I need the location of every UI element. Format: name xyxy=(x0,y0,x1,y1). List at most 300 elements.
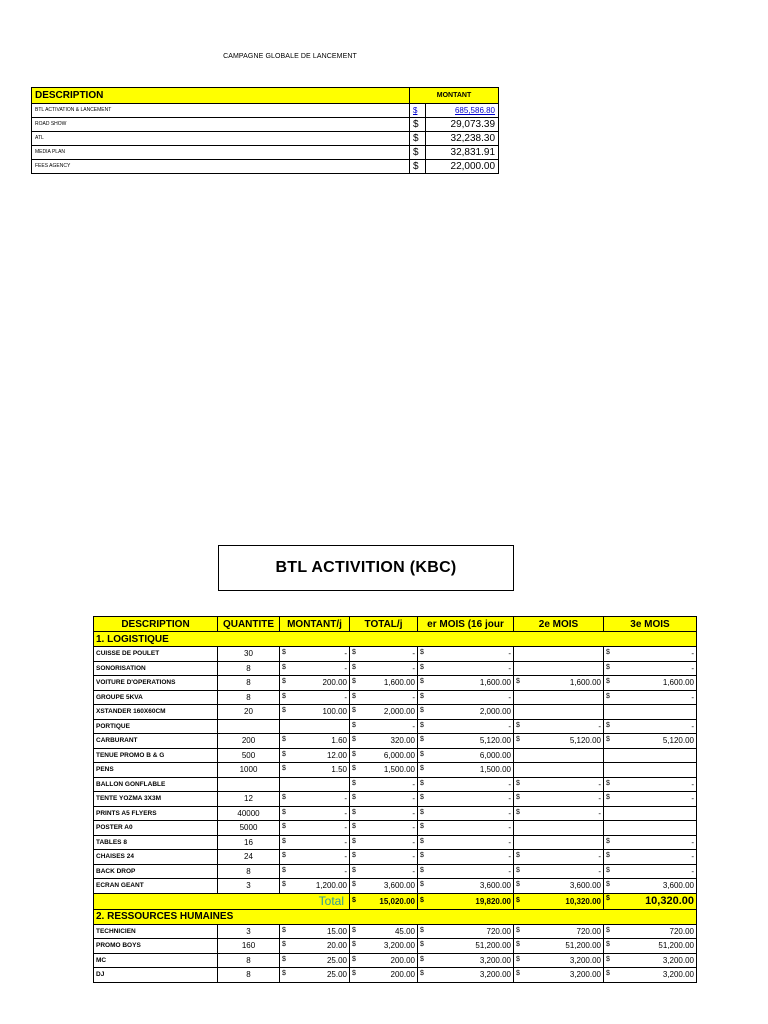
item-month-1-wrap xyxy=(420,736,511,745)
item-total-day-wrap xyxy=(352,649,415,658)
item-quantity: 8 xyxy=(218,953,280,968)
summary-row xyxy=(32,118,499,132)
item-total-day-value: 1,500.00 xyxy=(383,765,415,775)
item-total-day xyxy=(350,924,418,939)
item-month-1-value: 2,000.00 xyxy=(479,707,511,717)
col-header-montant: MONTANT/j xyxy=(280,617,350,632)
item-total-day-value: 3,200.00 xyxy=(383,941,415,951)
item-label: CHAISES 24 xyxy=(94,850,218,865)
item-label: TENTE YOZMA 3X3M xyxy=(94,792,218,807)
item-label: MC xyxy=(94,953,218,968)
item-total-day-wrap xyxy=(352,941,415,950)
item-label: PROMO BOYS xyxy=(94,939,218,954)
item-unit-price-value: 15.00 xyxy=(326,926,347,936)
item-month-1-value: 3,600.00 xyxy=(479,881,511,891)
item-total-day-value: 1,600.00 xyxy=(383,678,415,688)
currency-symbol: $ xyxy=(420,970,424,978)
item-month-1-wrap xyxy=(420,751,511,760)
currency-symbol: $ xyxy=(282,765,286,773)
item-month-1-value: 5,120.00 xyxy=(479,736,511,746)
item-quantity: 20 xyxy=(218,705,280,720)
summary-row-amount: 29,073.39 xyxy=(426,118,499,132)
table-row xyxy=(94,676,697,691)
currency-symbol: $ xyxy=(606,941,610,949)
item-month-2 xyxy=(514,806,604,821)
item-month-1 xyxy=(418,953,514,968)
summary-row-amount[interactable]: 685,586.80 xyxy=(426,104,499,118)
table-row xyxy=(94,835,697,850)
table-row xyxy=(94,748,697,763)
item-unit-price xyxy=(280,850,350,865)
item-month-1-value: - xyxy=(508,823,511,833)
item-month-1-value: 3,200.00 xyxy=(479,970,511,980)
item-month-3-wrap xyxy=(606,678,694,687)
currency-symbol: $ xyxy=(352,866,356,874)
item-total-day-wrap xyxy=(352,881,415,890)
currency-symbol: $ xyxy=(352,678,356,686)
item-month-2 xyxy=(514,939,604,954)
currency-symbol: $ xyxy=(420,721,424,729)
currency-symbol: $ xyxy=(282,663,286,671)
btl-title: BTL ACTIVITION (KBC) xyxy=(275,559,457,576)
item-total-day-value: - xyxy=(412,779,415,789)
item-unit-price xyxy=(280,763,350,778)
col-header-quantite: QUANTITE xyxy=(218,617,280,632)
currency-symbol: $ xyxy=(420,692,424,700)
item-unit-price-wrap xyxy=(282,649,347,658)
table-row xyxy=(94,879,697,894)
currency-symbol: $ xyxy=(516,941,520,949)
item-month-1 xyxy=(418,792,514,807)
item-total-day-value: - xyxy=(412,808,415,818)
item-month-3 xyxy=(604,939,697,954)
currency-symbol: $ xyxy=(420,663,424,671)
item-month-1 xyxy=(418,690,514,705)
item-month-2 xyxy=(514,924,604,939)
summary-row-label: BTL ACTIVATION & LANCEMENT xyxy=(32,104,410,118)
item-month-2 xyxy=(514,968,604,983)
item-month-1-wrap xyxy=(420,881,511,890)
item-quantity: 16 xyxy=(218,835,280,850)
item-month-2 xyxy=(514,734,604,749)
currency-symbol: $ xyxy=(516,678,520,686)
currency-symbol: $ xyxy=(420,765,424,773)
item-total-day-wrap xyxy=(352,736,415,745)
detail-body xyxy=(94,632,697,983)
item-unit-price-value: - xyxy=(344,663,347,673)
item-total-day xyxy=(350,705,418,720)
item-month-1-value: 51,200.00 xyxy=(475,941,511,951)
currency-symbol: $ xyxy=(420,707,424,715)
item-month-3 xyxy=(604,924,697,939)
currency-symbol: $ xyxy=(282,707,286,715)
item-total-day xyxy=(350,734,418,749)
currency-symbol: $ xyxy=(420,852,424,860)
item-month-1-wrap xyxy=(420,838,511,847)
item-unit-price-wrap xyxy=(282,765,347,774)
currency-symbol: $ xyxy=(606,926,610,934)
currency-symbol: $ xyxy=(352,750,356,758)
section-total-month-3-value: 10,320.00 xyxy=(645,895,694,907)
item-unit-price-value: - xyxy=(344,794,347,804)
item-unit-price xyxy=(280,835,350,850)
section-total-month-1-wrap xyxy=(420,897,511,906)
currency-symbol: $ xyxy=(352,765,356,773)
item-month-2-wrap xyxy=(516,722,601,731)
currency-symbol: $ xyxy=(410,104,426,118)
item-label: CUISSE DE POULET xyxy=(94,647,218,662)
col-header-mois-2: 2e MOIS xyxy=(514,617,604,632)
item-month-3-value: - xyxy=(691,794,694,804)
item-month-1-wrap xyxy=(420,867,511,876)
currency-symbol: $ xyxy=(606,955,610,963)
item-month-1 xyxy=(418,777,514,792)
section-total-month-1 xyxy=(418,893,514,909)
item-quantity xyxy=(218,719,280,734)
item-quantity xyxy=(218,777,280,792)
currency-symbol: $ xyxy=(420,823,424,831)
item-month-1 xyxy=(418,748,514,763)
item-month-3-value: - xyxy=(691,663,694,673)
item-month-2-value: - xyxy=(598,808,601,818)
item-unit-price-wrap xyxy=(282,693,347,702)
item-month-1 xyxy=(418,821,514,836)
item-month-3 xyxy=(604,835,697,850)
currency-symbol: $ xyxy=(352,896,356,904)
item-total-day xyxy=(350,806,418,821)
item-month-1-wrap xyxy=(420,765,511,774)
item-month-1-value: - xyxy=(508,692,511,702)
currency-symbol: $ xyxy=(282,852,286,860)
item-unit-price xyxy=(280,647,350,662)
currency-symbol: $ xyxy=(282,794,286,802)
item-month-3-value: 51,200.00 xyxy=(658,941,694,951)
item-label: ECRAN GEANT xyxy=(94,879,218,894)
section-title: 1. LOGISTIQUE xyxy=(94,632,697,647)
currency-symbol: $ xyxy=(420,794,424,802)
currency-symbol: $ xyxy=(352,941,356,949)
item-month-3-value: - xyxy=(691,721,694,731)
item-unit-price xyxy=(280,734,350,749)
item-unit-price-wrap xyxy=(282,823,347,832)
item-total-day-wrap xyxy=(352,867,415,876)
item-unit-price-value: 200.00 xyxy=(322,678,347,688)
item-month-3 xyxy=(604,953,697,968)
currency-symbol: $ xyxy=(606,692,610,700)
summary-row-label: ROAD SHOW xyxy=(32,118,410,132)
item-month-2-value: 3,200.00 xyxy=(569,970,601,980)
item-month-3-wrap xyxy=(606,941,694,950)
item-unit-price-wrap xyxy=(282,707,347,716)
item-total-day-wrap xyxy=(352,927,415,936)
item-month-2 xyxy=(514,647,604,662)
summary-row-label: ATL xyxy=(32,132,410,146)
item-unit-price-wrap xyxy=(282,881,347,890)
item-unit-price-value: 100.00 xyxy=(322,707,347,717)
item-month-1-wrap xyxy=(420,956,511,965)
currency-symbol: $ xyxy=(282,866,286,874)
item-total-day-value: - xyxy=(412,663,415,673)
btl-detail-table xyxy=(93,616,697,983)
item-total-day-wrap xyxy=(352,765,415,774)
item-month-3 xyxy=(604,968,697,983)
item-month-2-wrap xyxy=(516,809,601,818)
table-row xyxy=(94,792,697,807)
summary-row xyxy=(32,146,499,160)
currency-symbol: $ xyxy=(352,649,356,657)
currency-symbol: $ xyxy=(420,779,424,787)
item-unit-price xyxy=(280,792,350,807)
summary-row xyxy=(32,132,499,146)
item-month-1-value: - xyxy=(508,779,511,789)
section-total-month-1-value: 19,820.00 xyxy=(475,896,511,906)
currency-symbol: $ xyxy=(410,160,426,174)
item-total-day-value: 2,000.00 xyxy=(383,707,415,717)
item-month-3-value: 1,600.00 xyxy=(662,678,694,688)
item-total-day-wrap xyxy=(352,852,415,861)
item-total-day-wrap xyxy=(352,956,415,965)
item-total-day-wrap xyxy=(352,664,415,673)
currency-symbol: $ xyxy=(282,736,286,744)
currency-symbol: $ xyxy=(516,736,520,744)
item-unit-price-value: 12.00 xyxy=(326,750,347,760)
item-month-2-value: - xyxy=(598,721,601,731)
item-label: TABLES 8 xyxy=(94,835,218,850)
currency-symbol: $ xyxy=(516,955,520,963)
item-unit-price-wrap xyxy=(282,852,347,861)
item-label: CARBURANT xyxy=(94,734,218,749)
item-month-1 xyxy=(418,661,514,676)
item-month-3 xyxy=(604,705,697,720)
item-unit-price-wrap xyxy=(282,956,347,965)
currency-symbol: $ xyxy=(606,895,610,902)
item-month-2 xyxy=(514,864,604,879)
item-unit-price-wrap xyxy=(282,678,347,687)
summary-row-amount: 22,000.00 xyxy=(426,160,499,174)
currency-symbol: $ xyxy=(420,941,424,949)
table-row xyxy=(94,777,697,792)
item-month-3 xyxy=(604,850,697,865)
table-row xyxy=(94,705,697,720)
item-month-2 xyxy=(514,748,604,763)
currency-symbol: $ xyxy=(282,823,286,831)
item-unit-price-value: 1,200.00 xyxy=(315,881,347,891)
currency-symbol: $ xyxy=(606,794,610,802)
item-unit-price xyxy=(280,690,350,705)
currency-symbol: $ xyxy=(606,678,610,686)
item-total-day xyxy=(350,864,418,879)
item-total-day xyxy=(350,690,418,705)
item-unit-price-value: 25.00 xyxy=(326,970,347,980)
summary-table xyxy=(31,87,499,174)
item-unit-price-wrap xyxy=(282,867,347,876)
item-month-2 xyxy=(514,676,604,691)
item-month-2-wrap xyxy=(516,794,601,803)
currency-symbol: $ xyxy=(282,955,286,963)
currency-symbol: $ xyxy=(516,808,520,816)
item-total-day xyxy=(350,879,418,894)
section-total-row xyxy=(94,893,697,909)
currency-symbol: $ xyxy=(282,808,286,816)
item-unit-price xyxy=(280,777,350,792)
table-row xyxy=(94,763,697,778)
item-unit-price-value: - xyxy=(344,808,347,818)
item-unit-price-wrap xyxy=(282,664,347,673)
item-month-1-value: - xyxy=(508,808,511,818)
currency-symbol: $ xyxy=(352,808,356,816)
item-total-day xyxy=(350,821,418,836)
table-row xyxy=(94,924,697,939)
item-unit-price-wrap xyxy=(282,809,347,818)
item-total-day-wrap xyxy=(352,693,415,702)
col-header-mois-3: 3e MOIS xyxy=(604,617,697,632)
item-month-1-value: - xyxy=(508,721,511,731)
item-month-3-value: - xyxy=(691,692,694,702)
item-unit-price-wrap xyxy=(282,794,347,803)
item-unit-price xyxy=(280,864,350,879)
item-month-1-wrap xyxy=(420,678,511,687)
item-month-3-wrap xyxy=(606,881,694,890)
item-total-day-wrap xyxy=(352,809,415,818)
currency-symbol: $ xyxy=(420,750,424,758)
item-total-day xyxy=(350,748,418,763)
item-label: GROUPE 5KVA xyxy=(94,690,218,705)
currency-symbol: $ xyxy=(352,692,356,700)
item-total-day-value: - xyxy=(412,692,415,702)
currency-symbol: $ xyxy=(282,692,286,700)
currency-symbol: $ xyxy=(606,721,610,729)
item-month-2 xyxy=(514,850,604,865)
item-label: XSTANDER 160X60CM xyxy=(94,705,218,720)
item-quantity: 3 xyxy=(218,924,280,939)
currency-symbol: $ xyxy=(352,794,356,802)
currency-symbol: $ xyxy=(516,866,520,874)
summary-body xyxy=(32,104,499,174)
currency-symbol: $ xyxy=(606,837,610,845)
currency-symbol: $ xyxy=(516,881,520,889)
item-month-1-wrap xyxy=(420,970,511,979)
item-unit-price xyxy=(280,705,350,720)
item-month-3-wrap xyxy=(606,867,694,876)
table-row xyxy=(94,806,697,821)
item-month-1 xyxy=(418,879,514,894)
item-month-1-value: 6,000.00 xyxy=(479,750,511,760)
item-month-3-wrap xyxy=(606,664,694,673)
item-month-1-value: - xyxy=(508,852,511,862)
item-month-2-wrap xyxy=(516,867,601,876)
item-total-day xyxy=(350,792,418,807)
item-total-day-value: - xyxy=(412,852,415,862)
currency-symbol: $ xyxy=(516,721,520,729)
item-month-2 xyxy=(514,792,604,807)
col-header-total: TOTAL/j xyxy=(350,617,418,632)
item-label: POSTER A0 xyxy=(94,821,218,836)
currency-symbol: $ xyxy=(606,779,610,787)
item-month-2-value: - xyxy=(598,866,601,876)
item-month-2-wrap xyxy=(516,678,601,687)
currency-symbol: $ xyxy=(352,721,356,729)
item-month-3 xyxy=(604,763,697,778)
item-month-1-value: - xyxy=(508,663,511,673)
item-month-1-wrap xyxy=(420,780,511,789)
item-month-2-wrap xyxy=(516,941,601,950)
item-quantity: 8 xyxy=(218,864,280,879)
item-month-1 xyxy=(418,939,514,954)
item-month-3-wrap xyxy=(606,780,694,789)
item-label: PENS xyxy=(94,763,218,778)
currency-symbol: $ xyxy=(516,926,520,934)
item-month-3-wrap xyxy=(606,970,694,979)
item-label: SONORISATION xyxy=(94,661,218,676)
currency-symbol: $ xyxy=(410,146,426,160)
item-month-1-wrap xyxy=(420,664,511,673)
item-month-3-wrap xyxy=(606,736,694,745)
item-quantity: 160 xyxy=(218,939,280,954)
item-label: TENUE PROMO B & G xyxy=(94,748,218,763)
item-month-2-value: 51,200.00 xyxy=(565,941,601,951)
currency-symbol: $ xyxy=(420,881,424,889)
currency-symbol: $ xyxy=(352,955,356,963)
item-month-1 xyxy=(418,835,514,850)
table-row xyxy=(94,864,697,879)
item-month-1-wrap xyxy=(420,927,511,936)
item-unit-price-value: 1.50 xyxy=(331,765,347,775)
section-total-month-2-value: 10,320.00 xyxy=(565,896,601,906)
item-unit-price xyxy=(280,953,350,968)
item-unit-price-wrap xyxy=(282,736,347,745)
item-month-1-wrap xyxy=(420,794,511,803)
table-row xyxy=(94,850,697,865)
item-unit-price xyxy=(280,661,350,676)
item-month-3-wrap xyxy=(606,693,694,702)
item-label: VOITURE D'OPERATIONS xyxy=(94,676,218,691)
item-total-day-wrap xyxy=(352,970,415,979)
item-total-day-value: 320.00 xyxy=(390,736,415,746)
item-month-2 xyxy=(514,705,604,720)
item-total-day-wrap xyxy=(352,780,415,789)
currency-symbol: $ xyxy=(352,881,356,889)
currency-symbol: $ xyxy=(352,707,356,715)
currency-symbol: $ xyxy=(420,808,424,816)
item-unit-price-value: - xyxy=(344,837,347,847)
item-month-3-value: 3,200.00 xyxy=(662,955,694,965)
item-month-2-wrap xyxy=(516,881,601,890)
item-month-1 xyxy=(418,647,514,662)
summary-row xyxy=(32,160,499,174)
item-unit-price-wrap xyxy=(282,970,347,979)
item-total-day xyxy=(350,647,418,662)
currency-symbol: $ xyxy=(606,881,610,889)
item-month-2-wrap xyxy=(516,927,601,936)
item-label: BALLON GONFLABLE xyxy=(94,777,218,792)
item-label: PRINTS A5 FLYERS xyxy=(94,806,218,821)
currency-symbol: $ xyxy=(516,794,520,802)
currency-symbol: $ xyxy=(420,896,424,904)
item-unit-price-value: - xyxy=(344,649,347,659)
item-total-day-value: - xyxy=(412,866,415,876)
item-month-2-value: 720.00 xyxy=(576,926,601,936)
summary-row-amount: 32,831.91 xyxy=(426,146,499,160)
item-unit-price xyxy=(280,968,350,983)
item-unit-price-value: - xyxy=(344,852,347,862)
item-quantity: 8 xyxy=(218,690,280,705)
item-unit-price xyxy=(280,806,350,821)
item-month-1-value: 1,600.00 xyxy=(479,678,511,688)
currency-symbol: $ xyxy=(282,837,286,845)
section-total-day-wrap xyxy=(352,897,415,906)
item-month-3 xyxy=(604,792,697,807)
item-month-3-value: - xyxy=(691,866,694,876)
